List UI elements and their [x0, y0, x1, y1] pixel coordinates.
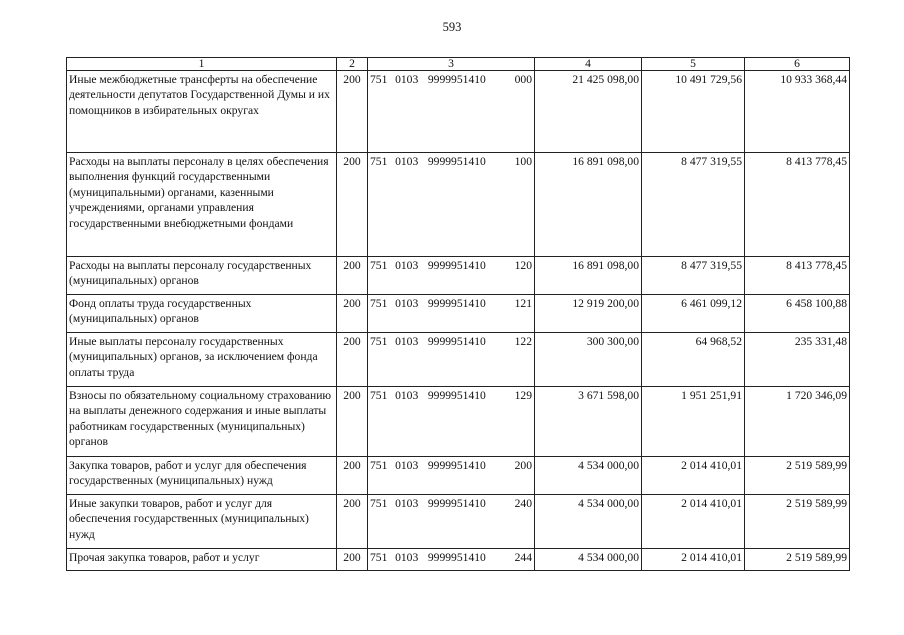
- plan-amount: 16 891 098,00: [535, 153, 642, 257]
- table-row: [67, 295, 850, 333]
- row-code: 200: [337, 71, 368, 153]
- budget-classification: [368, 495, 535, 549]
- expense-type-code: 000: [514, 73, 532, 86]
- unexecuted-amount: 1 720 346,09: [745, 387, 850, 457]
- table-row: [67, 333, 850, 387]
- plan-amount: 16 891 098,00: [535, 257, 642, 295]
- table-row: [67, 457, 850, 495]
- row-code: 200: [337, 549, 368, 571]
- table-row: [67, 387, 850, 457]
- plan-amount: 12 919 200,00: [535, 295, 642, 333]
- plan-amount: 4 534 000,00: [535, 457, 642, 495]
- section-code: 0103: [395, 497, 419, 510]
- row-code: 200: [337, 295, 368, 333]
- section-code: 0103: [395, 73, 419, 86]
- section-code: 0103: [395, 389, 419, 402]
- expense-type-code: 240: [514, 497, 532, 510]
- ved-code: 751: [370, 389, 388, 402]
- section-code: 0103: [395, 335, 419, 348]
- column-header: 2: [337, 58, 368, 71]
- executed-amount: 2 014 410,01: [642, 495, 745, 549]
- expense-type-code: 244: [514, 551, 532, 564]
- page-number: 593: [442, 20, 462, 34]
- expense-type-code: 121: [514, 297, 532, 310]
- section-code: 0103: [395, 259, 419, 272]
- target-article-code: 9999951410: [427, 155, 486, 168]
- target-article-code: 9999951410: [427, 259, 486, 272]
- executed-amount: 6 461 099,12: [642, 295, 745, 333]
- ved-code: 751: [370, 259, 388, 272]
- plan-amount: 21 425 098,00: [535, 71, 642, 153]
- section-code: 0103: [395, 297, 419, 310]
- section-code: 0103: [395, 155, 419, 168]
- plan-amount: 300 300,00: [535, 333, 642, 387]
- table-row: [67, 153, 850, 257]
- budget-classification: [368, 387, 535, 457]
- row-name: Фонд оплаты труда государственных (муниципальных) органов: [67, 295, 337, 333]
- budget-classification: [368, 295, 535, 333]
- budget-classification: [368, 549, 535, 571]
- executed-amount: 1 951 251,91: [642, 387, 745, 457]
- row-name: Взносы по обязательному социальному страхованию на выплаты денежного содержания и иные выплаты работникам государственных (муниципальных) органов: [67, 387, 337, 457]
- table-row: [67, 71, 850, 153]
- row-name: Иные межбюджетные трансферты на обеспечение деятельности депутатов Государственной Думы и их помощников в избирательных округах: [67, 71, 337, 153]
- column-header: 3: [368, 58, 535, 71]
- target-article-code: 9999951410: [427, 389, 486, 402]
- unexecuted-amount: 2 519 589,99: [745, 457, 850, 495]
- row-code: 200: [337, 153, 368, 257]
- row-code: 200: [337, 333, 368, 387]
- column-header: 5: [642, 58, 745, 71]
- target-article-code: 9999951410: [427, 335, 486, 348]
- section-code: 0103: [395, 459, 419, 472]
- column-number-row: [67, 58, 850, 71]
- ved-code: 751: [370, 155, 388, 168]
- row-name: Иные закупки товаров, работ и услуг для обеспечения государственных (муниципальных) нужд: [67, 495, 337, 549]
- row-name: Прочая закупка товаров, работ и услуг: [67, 549, 337, 571]
- row-name: Расходы на выплаты персоналу в целях обеспечения выполнения функций государственными (муниципальными) органами, казенными учреждениями, органами управления государственными внебюджетными фондами: [67, 153, 337, 257]
- row-name: Иные выплаты персоналу государственных (муниципальных) органов, за исключением фонда оплаты труда: [67, 333, 337, 387]
- row-code: 200: [337, 257, 368, 295]
- row-code: 200: [337, 457, 368, 495]
- target-article-code: 9999951410: [427, 297, 486, 310]
- budget-classification: [368, 333, 535, 387]
- plan-amount: 3 671 598,00: [535, 387, 642, 457]
- expense-type-code: 200: [514, 459, 532, 472]
- budget-classification: [368, 457, 535, 495]
- target-article-code: 9999951410: [427, 497, 486, 510]
- executed-amount: 8 477 319,55: [642, 153, 745, 257]
- expense-type-code: 100: [514, 155, 532, 168]
- ved-code: 751: [370, 335, 388, 348]
- unexecuted-amount: 2 519 589,99: [745, 495, 850, 549]
- section-code: 0103: [395, 551, 419, 564]
- plan-amount: 4 534 000,00: [535, 495, 642, 549]
- ved-code: 751: [370, 297, 388, 310]
- budget-classification: [368, 153, 535, 257]
- plan-amount: 4 534 000,00: [535, 549, 642, 571]
- budget-table: [66, 57, 850, 571]
- row-code: 200: [337, 387, 368, 457]
- unexecuted-amount: 8 413 778,45: [745, 257, 850, 295]
- unexecuted-amount: 235 331,48: [745, 333, 850, 387]
- expense-type-code: 122: [514, 335, 532, 348]
- ved-code: 751: [370, 497, 388, 510]
- expense-type-code: 129: [514, 389, 532, 402]
- unexecuted-amount: 6 458 100,88: [745, 295, 850, 333]
- table-row: [67, 495, 850, 549]
- executed-amount: 10 491 729,56: [642, 71, 745, 153]
- row-name: Закупка товаров, работ и услуг для обеспечения государственных (муниципальных) нужд: [67, 457, 337, 495]
- ved-code: 751: [370, 459, 388, 472]
- target-article-code: 9999951410: [427, 73, 486, 86]
- column-header: 4: [535, 58, 642, 71]
- executed-amount: 2 014 410,01: [642, 549, 745, 571]
- unexecuted-amount: 8 413 778,45: [745, 153, 850, 257]
- executed-amount: 8 477 319,55: [642, 257, 745, 295]
- unexecuted-amount: 2 519 589,99: [745, 549, 850, 571]
- table-row: [67, 549, 850, 571]
- ved-code: 751: [370, 551, 388, 564]
- budget-classification: [368, 257, 535, 295]
- target-article-code: 9999951410: [427, 551, 486, 564]
- unexecuted-amount: 10 933 368,44: [745, 71, 850, 153]
- executed-amount: 64 968,52: [642, 333, 745, 387]
- ved-code: 751: [370, 73, 388, 86]
- target-article-code: 9999951410: [427, 459, 486, 472]
- executed-amount: 2 014 410,01: [642, 457, 745, 495]
- table-row: [67, 257, 850, 295]
- row-name: Расходы на выплаты персоналу государственных (муниципальных) органов: [67, 257, 337, 295]
- expense-type-code: 120: [514, 259, 532, 272]
- row-code: 200: [337, 495, 368, 549]
- budget-classification: [368, 71, 535, 153]
- column-header: 1: [67, 58, 337, 71]
- column-header: 6: [745, 58, 850, 71]
